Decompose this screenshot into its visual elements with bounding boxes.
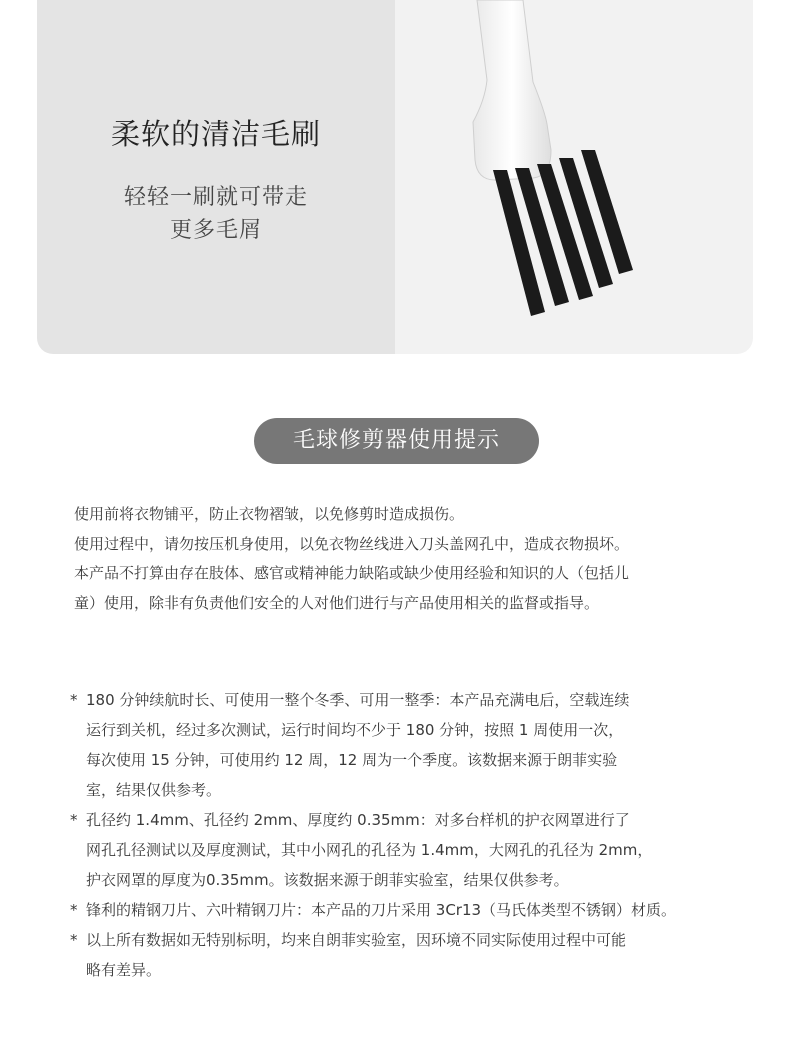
hero-subtitle-line-1: 轻轻一刷就可带走 [123,185,308,210]
hero-text-panel [37,0,395,354]
footnote-line: 略有差异。 [86,961,162,979]
hero-image-panel [395,0,753,354]
tip-line: 童）使用，除非有负责他们安全的人对他们进行与产品使用相关的监督或指导。 [74,593,600,612]
hero-subtitle [37,181,395,247]
tip-line: 本产品不打算由存在肢体、感官或精神能力缺陷或缺少使用经验和知识的人（包括儿 [74,564,630,582]
tip-line: 使用前将衣物铺平，防止衣物褶皱，以免修剪时造成损伤。 [74,505,465,523]
footnote-marker: * [70,811,78,829]
brush-handle [473,0,551,180]
footnote-line: 运行到关机，经过多次测试，运行时间均不少于 180 分钟，按照 1 周使用一次， [86,721,624,739]
footnote-line: 网孔孔径测试以及厚度测试，其中小网孔的孔径为 1.4mm，大网孔的孔径为 2mm， [86,841,653,859]
hero-subtitle-line-2: 更多毛屑 [169,218,262,243]
footnotes [70,685,750,985]
hero-banner [37,0,753,354]
tip-line: 使用过程中，请勿按压机身使用，以免衣物丝线进入刀头盖网孔中，造成衣物损坏。 [74,534,630,553]
footnote-marker: * [70,901,78,919]
footnote-marker: * [70,931,78,949]
footnote-line: 孔径约 1.4mm、孔径约 2mm、厚度约 0.35mm：对多台样机的护衣网罩进行了 [86,811,630,829]
usage-tips [74,500,734,618]
hero-title: 柔软的清洁毛刷 [110,117,321,151]
footnote-line: 每次使用 15 分钟，可使用约 12 周，12 周为一个季度。该数据来源于朗菲实验 [86,751,618,769]
footnote-line: 锋利的精钢刀片、六叶精钢刀片：本产品的刀片采用 3Cr13（马氏体类型不锈钢）材质。 [86,901,677,919]
footnote-line: 室，结果仅供参考。 [86,781,222,799]
footnote-marker: * [70,691,78,709]
footnote-line: 护衣网罩的厚度为0.35mm。该数据来源于朗菲实验室，结果仅供参考。 [86,871,569,889]
cleaning-brush-image [395,0,753,354]
section-title-badge: 毛球修剪器使用提示 [254,418,539,464]
footnote-item [70,925,750,985]
footnote-line: 以上所有数据如无特别标明，均来自朗菲实验室，因环境不同实际使用过程中可能 [86,931,627,949]
footnote-item [70,895,750,925]
footnote-item [70,805,750,895]
footnote-line: 180 分钟续航时长、可使用一整个冬季、可用一整季：本产品充满电后，空载连续 [86,691,630,709]
footnote-item [70,685,750,805]
